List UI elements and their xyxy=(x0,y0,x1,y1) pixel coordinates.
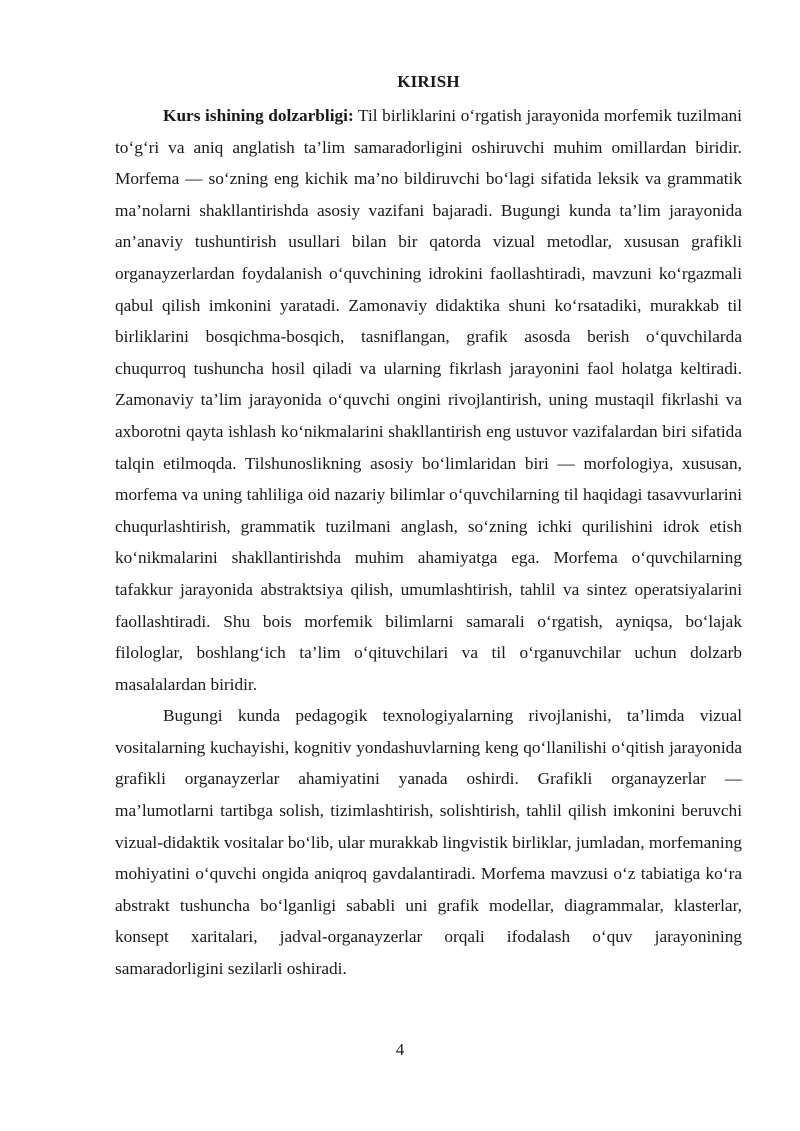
section-heading: KIRISH xyxy=(397,72,460,91)
paragraph-relevance xyxy=(115,100,742,700)
paragraph-lead: Kurs ishining dolzarbligi: xyxy=(163,106,354,125)
paragraph-text: Til birliklarini o‘rgatish jarayonida morfemik tuzilmani to‘g‘ri va aniq anglatish ta’lim samaradorligini oshiruvchi muhim omillardan biridir. Morfema — so‘zning eng kichik ma’no bildiruvchi bo‘lagi sifatida leksik va grammatik ma’nolarni shakllantirishda asosiy vazifani bajaradi. Bugungi kunda ta’lim jarayonida an’anaviy tushuntirish usullari bilan bir qatorda vizual metodlar, xususan grafikli organayzerlardan foydalanish o‘quvchining idrokini faollashtiradi, mavzuni ko‘rgazmali qabul qilish imkonini yaratadi. Zamonaviy didaktika shuni ko‘rsatadiki, murakkab til birliklarini bosqichma-bosqich, tasniflangan, grafik asosda berish o‘quvchilarda chuqurroq tushuncha hosil qiladi va ularning fikrlash jarayonini faol holatga keltiradi. Zamonaviy ta’lim jarayonida o‘quvchi ongini rivojlantirish, uning mustaqil fikrlashi va axborotni qayta ishlash ko‘nikmalarini shakllantirish eng ustuvor vazifalardan biri sifatida talqin etilmoqda. Tilshunoslikning asosiy bo‘limlaridan biri — morfologiya, xususan, morfema va uning tahliliga oid nazariy bilimlar o‘quvchilarning til haqidagi tasavvurlarini chuqurlashtirish, grammatik tuzilmani anglash, so‘zning ichki qurilishini idrok etish ko‘nikmalarini shakllantirishda muhim ahamiyatga ega. Morfema o‘quvchilarning tafakkur jarayonida abstraktsiya qilish, umumlashtirish, tahlil va sintez operatsiyalarini faollashtiradi. Shu bois morfemik bilimlarni samarali o‘rgatish, ayniqsa, bo‘lajak filologlar, boshlang‘ich ta’lim o‘qituvchilari va til o‘rganuvchilar uchun dolzarb masalalardan biridir. xyxy=(115,106,742,694)
paragraph-organizers xyxy=(115,700,742,984)
paragraph-text: Bugungi kunda pedagogik texnologiyalarning rivojlanishi, ta’limda vizual vositalarning kuchayishi, kognitiv yondashuvlarning keng qo‘llanilishi o‘qitish jarayonida grafikli organayzerlar ahamiyatini yanada oshirdi. Grafikli organayzerlar — ma’lumotlarni tartibga solish, tizimlashtirish, solishtirish, tahlil qilish imkonini beruvchi vizual-didaktik vositalar bo‘lib, ular murakkab lingvistik birliklar, jumladan, morfemaning mohiyatini o‘quvchi ongida aniqroq gavdalantiradi. Morfema mavzusi o‘z tabiatiga ko‘ra abstrakt tushuncha bo‘lganligi sababli uni grafik modellar, diagrammalar, klasterlar, konsept xaritalari, jadval-organayzerlar orqali ifodalash o‘quv jarayonining samaradorligini sezilarli oshiradi. xyxy=(115,706,742,979)
page-number: 4 xyxy=(395,1040,405,1059)
document-page xyxy=(115,72,742,985)
